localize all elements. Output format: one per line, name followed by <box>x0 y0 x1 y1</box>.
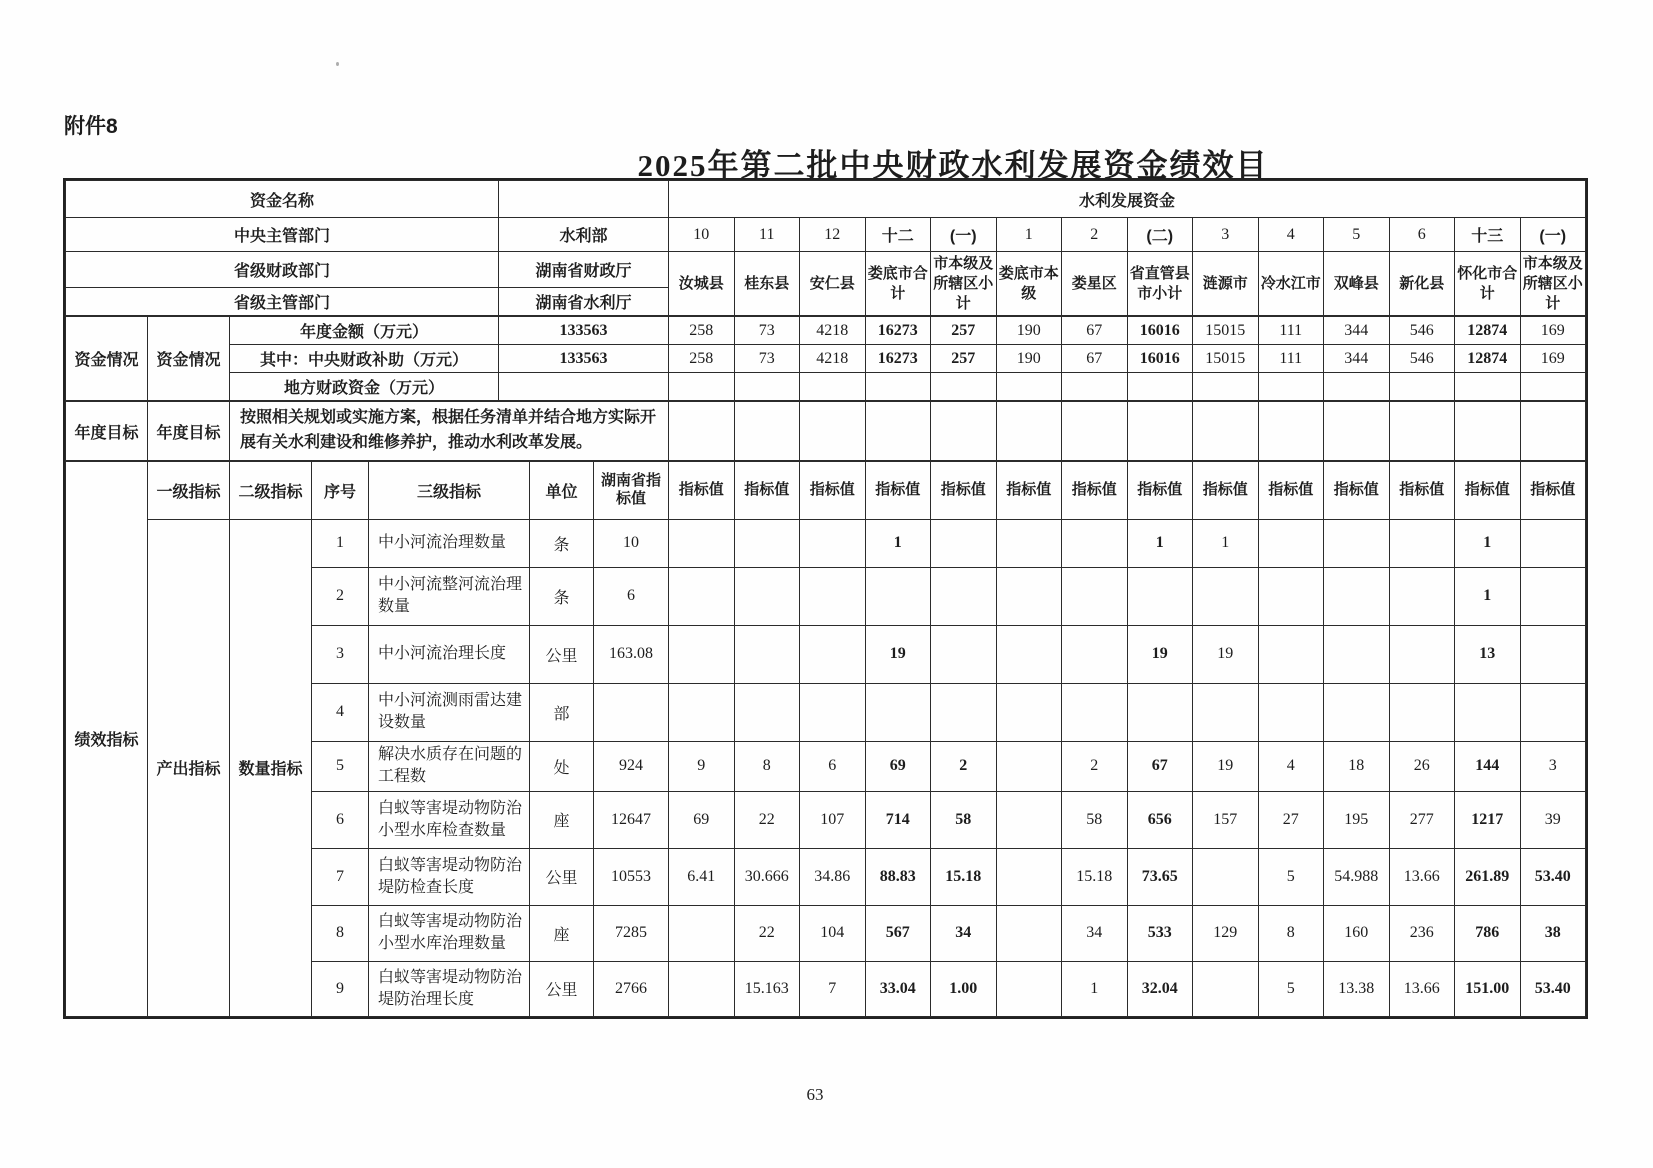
indicator-value-cell <box>1520 683 1586 741</box>
indicator-value-cell <box>734 519 800 567</box>
indicator-value-cell <box>996 519 1062 567</box>
funding-value-cell: 344 <box>1324 345 1390 373</box>
value-header-cell: 指标值 <box>931 461 997 519</box>
region-name-cell: 汝城县 <box>669 252 735 316</box>
indicator-value-cell: 1 <box>1127 519 1193 567</box>
indicator-value-cell: 13.38 <box>1324 961 1390 1016</box>
region-code-cell: 6 <box>1389 218 1455 252</box>
indicator-unit: 条 <box>530 519 594 567</box>
funding-value-cell: 16273 <box>865 345 931 373</box>
indicator-seq: 3 <box>312 625 369 683</box>
indicator-value-cell: 129 <box>1193 905 1259 961</box>
goal-text: 按照相关规划或实施方案，根据任务清单并结合地方实际开展有关水利建设和维修养护，推动水利改革发展。 <box>230 402 669 461</box>
indicator-value-cell: 656 <box>1127 791 1193 848</box>
indicator-unit: 公里 <box>530 848 594 905</box>
funding-value-cell <box>1062 373 1128 401</box>
funding-value-cell: 4218 <box>800 317 866 345</box>
header-section-table <box>65 180 1586 316</box>
funding-value-cell <box>1193 373 1259 401</box>
indicator-value-cell <box>1258 625 1324 683</box>
region-name-cell: 安仁县 <box>800 252 866 316</box>
funding-value-cell <box>1520 373 1586 401</box>
indicator-value-cell: 6.41 <box>669 848 735 905</box>
indicator-value-cell <box>1062 519 1128 567</box>
indicator-value-cell: 567 <box>865 905 931 961</box>
indicator-value-cell <box>1389 683 1455 741</box>
value-header-cell: 指标值 <box>1127 461 1193 519</box>
page-title: 2025年第二批中央财政水利发展资金绩效目 <box>637 148 1269 183</box>
indicator-value-cell: 53.40 <box>1520 848 1586 905</box>
funding-value-cell: 15015 <box>1193 345 1259 373</box>
indicator-value-cell <box>734 625 800 683</box>
goal-empty-cell <box>1389 402 1455 461</box>
indicator-province-value: 2766 <box>594 961 669 1016</box>
funding-value-cell <box>1127 373 1193 401</box>
value-header-cell: 指标值 <box>1455 461 1521 519</box>
indicator-value-cell: 27 <box>1258 791 1324 848</box>
indicator-value-cell <box>1193 567 1259 625</box>
level2-header: 二级指标 <box>230 461 312 519</box>
funding-province-value: 133563 <box>499 345 669 373</box>
indicator-value-cell: 53.40 <box>1520 961 1586 1016</box>
indicator-value-cell: 5 <box>1258 848 1324 905</box>
indicator-value-cell: 58 <box>1062 791 1128 848</box>
funding-value-cell: 169 <box>1520 345 1586 373</box>
funding-row-label: 地方财政资金（万元） <box>230 373 499 401</box>
indicator-value-cell: 786 <box>1455 905 1521 961</box>
performance-table <box>63 178 1588 1019</box>
scan-speck <box>336 62 339 66</box>
funding-value-cell: 73 <box>734 317 800 345</box>
value-header-cell: 指标值 <box>1389 461 1455 519</box>
indicator-name: 白蚁等害堤动物防治小型水库检查数量 <box>369 791 530 848</box>
indicator-name: 中小河流测雨雷达建设数量 <box>369 683 530 741</box>
prov-finance-label: 省级财政部门 <box>66 252 499 288</box>
region-code-cell: 4 <box>1258 218 1324 252</box>
indicator-value-cell <box>1455 683 1521 741</box>
indicator-value-cell: 32.04 <box>1127 961 1193 1016</box>
indicator-value-cell <box>931 567 997 625</box>
funding-value-cell: 546 <box>1389 345 1455 373</box>
indicator-value-cell <box>996 567 1062 625</box>
indicator-value-cell: 104 <box>800 905 866 961</box>
indicator-value-cell <box>1389 519 1455 567</box>
indicator-value-cell: 8 <box>734 741 800 791</box>
indicator-value-cell <box>1520 519 1586 567</box>
region-name-cell: 新化县 <box>1389 252 1455 316</box>
funding-value-cell: 258 <box>669 317 735 345</box>
indicators-section-table <box>65 461 1586 1017</box>
prov-dept-value: 湖南省水利厅 <box>499 288 669 316</box>
indicator-value-cell: 13.66 <box>1389 848 1455 905</box>
indicator-value-cell: 4 <box>1258 741 1324 791</box>
indicator-value-cell <box>1258 567 1324 625</box>
indicator-value-cell: 9 <box>669 741 735 791</box>
indicator-name: 解决水质存在问题的工程数 <box>369 741 530 791</box>
indicator-value-cell <box>800 519 866 567</box>
funding-value-cell: 12874 <box>1455 345 1521 373</box>
goal-empty-cell <box>734 402 800 461</box>
indicator-province-value: 163.08 <box>594 625 669 683</box>
region-code-cell: (一) <box>931 218 997 252</box>
indicator-value-cell: 5 <box>1258 961 1324 1016</box>
funding-value-cell: 111 <box>1258 345 1324 373</box>
funding-value-cell <box>865 373 931 401</box>
value-header-cell: 指标值 <box>1324 461 1390 519</box>
funding-value-cell: 257 <box>931 317 997 345</box>
level3-header: 三级指标 <box>369 461 530 519</box>
indicator-value-cell: 30.666 <box>734 848 800 905</box>
indicator-value-cell <box>800 567 866 625</box>
funding-province-value <box>499 373 669 401</box>
region-name-cell: 双峰县 <box>1324 252 1390 316</box>
indicator-value-cell: 54.988 <box>1324 848 1390 905</box>
indicator-province-value: 924 <box>594 741 669 791</box>
goal-empty-cell <box>1455 402 1521 461</box>
indicator-value-cell <box>1062 567 1128 625</box>
funding-value-cell: 344 <box>1324 317 1390 345</box>
indicator-value-cell <box>669 683 735 741</box>
indicator-value-cell <box>1520 567 1586 625</box>
indicator-value-cell: 1 <box>1455 567 1521 625</box>
indicator-value-cell <box>734 567 800 625</box>
indicator-value-cell <box>996 741 1062 791</box>
indicator-value-cell: 15.18 <box>931 848 997 905</box>
indicator-value-cell: 1 <box>1193 519 1259 567</box>
indicator-seq: 2 <box>312 567 369 625</box>
region-code-cell: 十二 <box>865 218 931 252</box>
funding-value-cell: 16016 <box>1127 317 1193 345</box>
indicator-value-cell <box>1127 567 1193 625</box>
indicator-value-cell: 144 <box>1455 741 1521 791</box>
attachment-label: 附件8 <box>64 115 118 138</box>
indicator-value-cell <box>996 848 1062 905</box>
indicator-unit: 条 <box>530 567 594 625</box>
funding-value-cell <box>1389 373 1455 401</box>
goal-section-label-inner: 年度目标 <box>148 402 230 461</box>
fund-group-label: 水利发展资金 <box>669 181 1586 218</box>
indicator-value-cell: 58 <box>931 791 997 848</box>
indicator-value-cell <box>1324 519 1390 567</box>
indicator-value-cell: 195 <box>1324 791 1390 848</box>
indicator-value-cell <box>669 905 735 961</box>
indicator-value-cell <box>865 567 931 625</box>
goal-empty-cell <box>1127 402 1193 461</box>
indicator-value-cell: 19 <box>1127 625 1193 683</box>
indicator-value-cell <box>1193 848 1259 905</box>
indicator-value-cell <box>996 683 1062 741</box>
indicator-value-cell <box>1193 961 1259 1016</box>
indicator-value-cell <box>1389 625 1455 683</box>
goal-empty-cell <box>1062 402 1128 461</box>
level1-value: 产出指标 <box>148 519 230 1016</box>
prov-finance-value: 湖南省财政厅 <box>499 252 669 288</box>
central-dept-label: 中央主管部门 <box>66 218 499 252</box>
indicator-province-value: 10553 <box>594 848 669 905</box>
value-header-cell: 指标值 <box>734 461 800 519</box>
level2-value: 数量指标 <box>230 519 312 1016</box>
goal-section-table <box>65 401 1586 461</box>
indicator-province-value <box>594 683 669 741</box>
indicator-unit: 处 <box>530 741 594 791</box>
value-header-cell: 指标值 <box>669 461 735 519</box>
indicator-value-cell <box>931 683 997 741</box>
indicator-value-cell: 13 <box>1455 625 1521 683</box>
indicator-value-cell: 1217 <box>1455 791 1521 848</box>
indicator-value-cell <box>800 683 866 741</box>
funding-section-label-inner: 资金情况 <box>148 317 230 401</box>
indicator-value-cell: 33.04 <box>865 961 931 1016</box>
indicator-value-cell <box>865 683 931 741</box>
indicator-value-cell: 38 <box>1520 905 1586 961</box>
funding-value-cell: 73 <box>734 345 800 373</box>
goal-empty-cell <box>1258 402 1324 461</box>
region-name-cell: 桂东县 <box>734 252 800 316</box>
funding-value-cell <box>1455 373 1521 401</box>
goal-empty-cell <box>800 402 866 461</box>
indicator-name: 中小河流治理长度 <box>369 625 530 683</box>
indicator-value-cell: 67 <box>1127 741 1193 791</box>
indicator-value-cell: 88.83 <box>865 848 931 905</box>
indicator-value-cell: 69 <box>865 741 931 791</box>
funding-value-cell: 4218 <box>800 345 866 373</box>
indicator-unit: 座 <box>530 905 594 961</box>
region-code-cell: (二) <box>1127 218 1193 252</box>
fund-name-value <box>499 181 669 218</box>
indicator-name: 白蚁等害堤动物防治堤防检查长度 <box>369 848 530 905</box>
indicator-value-cell: 34 <box>931 905 997 961</box>
indicator-value-cell: 34 <box>1062 905 1128 961</box>
region-code-cell: 11 <box>734 218 800 252</box>
goal-empty-cell <box>1193 402 1259 461</box>
central-dept-value: 水利部 <box>499 218 669 252</box>
indicator-unit: 部 <box>530 683 594 741</box>
indicator-value-cell <box>800 625 866 683</box>
funding-value-cell: 15015 <box>1193 317 1259 345</box>
indicator-value-cell: 15.163 <box>734 961 800 1016</box>
indicator-seq: 1 <box>312 519 369 567</box>
indicator-value-cell <box>669 625 735 683</box>
indicator-value-cell <box>734 683 800 741</box>
indicator-value-cell: 107 <box>800 791 866 848</box>
goal-empty-cell <box>1520 402 1586 461</box>
indicator-seq: 8 <box>312 905 369 961</box>
level1-header: 一级指标 <box>148 461 230 519</box>
indicator-value-cell <box>1258 519 1324 567</box>
funding-section-table <box>65 316 1586 401</box>
funding-value-cell: 258 <box>669 345 735 373</box>
indicator-value-cell: 1 <box>1062 961 1128 1016</box>
funding-value-cell <box>1324 373 1390 401</box>
region-code-cell: 3 <box>1193 218 1259 252</box>
indicator-province-value: 10 <box>594 519 669 567</box>
indicator-value-cell: 13.66 <box>1389 961 1455 1016</box>
funding-value-cell <box>1258 373 1324 401</box>
indicator-value-cell <box>669 961 735 1016</box>
funding-value-cell: 169 <box>1520 317 1586 345</box>
indicator-value-cell <box>1389 567 1455 625</box>
indicator-value-cell: 15.18 <box>1062 848 1128 905</box>
funding-province-value: 133563 <box>499 317 669 345</box>
region-name-cell: 涟源市 <box>1193 252 1259 316</box>
funding-value-cell: 190 <box>996 317 1062 345</box>
indicator-value-cell: 39 <box>1520 791 1586 848</box>
indicator-value-cell: 157 <box>1193 791 1259 848</box>
funding-row-label: 年度金额（万元） <box>230 317 499 345</box>
indicator-value-cell: 151.00 <box>1455 961 1521 1016</box>
indicator-value-cell <box>1324 683 1390 741</box>
indicator-value-cell: 6 <box>800 741 866 791</box>
indicator-value-cell: 160 <box>1324 905 1390 961</box>
indicator-value-cell: 19 <box>1193 625 1259 683</box>
indicator-value-cell <box>996 791 1062 848</box>
region-code-cell: (一) <box>1520 218 1586 252</box>
indicator-value-cell: 1 <box>865 519 931 567</box>
funding-value-cell <box>800 373 866 401</box>
funding-value-cell: 12874 <box>1455 317 1521 345</box>
region-name-cell: 省直管县市小计 <box>1127 252 1193 316</box>
indicator-value-cell: 26 <box>1389 741 1455 791</box>
unit-header: 单位 <box>530 461 594 519</box>
indicator-value-cell <box>1324 567 1390 625</box>
indicator-value-cell: 2 <box>1062 741 1128 791</box>
value-header-cell: 指标值 <box>1062 461 1128 519</box>
indicator-province-value: 12647 <box>594 791 669 848</box>
region-name-cell: 娄星区 <box>1062 252 1128 316</box>
indicator-value-cell: 73.65 <box>1127 848 1193 905</box>
goal-empty-cell <box>1324 402 1390 461</box>
indicator-value-cell <box>996 961 1062 1016</box>
funding-value-cell: 257 <box>931 345 997 373</box>
indicator-value-cell: 8 <box>1258 905 1324 961</box>
indicator-value-cell: 18 <box>1324 741 1390 791</box>
indicator-name: 中小河流治理数量 <box>369 519 530 567</box>
region-name-cell: 市本级及所辖区小计 <box>931 252 997 316</box>
seq-header: 序号 <box>312 461 369 519</box>
indicator-value-cell: 533 <box>1127 905 1193 961</box>
indicator-unit: 公里 <box>530 961 594 1016</box>
region-name-cell: 娄底市本级 <box>996 252 1062 316</box>
funding-value-cell: 16016 <box>1127 345 1193 373</box>
prov-dept-label: 省级主管部门 <box>66 288 499 316</box>
funding-value-cell <box>669 373 735 401</box>
indicator-seq: 5 <box>312 741 369 791</box>
indicator-value-cell: 261.89 <box>1455 848 1521 905</box>
indicator-value-cell <box>1258 683 1324 741</box>
indicator-value-cell <box>1520 625 1586 683</box>
indicator-value-cell: 19 <box>1193 741 1259 791</box>
region-name-cell: 娄底市合计 <box>865 252 931 316</box>
funding-value-cell: 190 <box>996 345 1062 373</box>
funding-value-cell <box>996 373 1062 401</box>
value-header-cell: 指标值 <box>1520 461 1586 519</box>
indicator-value-cell: 69 <box>669 791 735 848</box>
funding-value-cell <box>734 373 800 401</box>
indicator-province-value: 7285 <box>594 905 669 961</box>
indicator-name: 中小河流整河流治理数量 <box>369 567 530 625</box>
region-code-cell: 12 <box>800 218 866 252</box>
goal-empty-cell <box>996 402 1062 461</box>
region-name-cell: 冷水江市 <box>1258 252 1324 316</box>
province-header: 湖南省指标值 <box>594 461 669 519</box>
value-header-cell: 指标值 <box>1193 461 1259 519</box>
value-header-cell: 指标值 <box>865 461 931 519</box>
region-code-cell: 十三 <box>1455 218 1521 252</box>
indicator-value-cell: 22 <box>734 791 800 848</box>
indicator-seq: 9 <box>312 961 369 1016</box>
indicator-value-cell: 7 <box>800 961 866 1016</box>
indicator-seq: 7 <box>312 848 369 905</box>
indicator-seq: 6 <box>312 791 369 848</box>
funding-value-cell: 16273 <box>865 317 931 345</box>
indicator-value-cell: 714 <box>865 791 931 848</box>
indicator-unit: 公里 <box>530 625 594 683</box>
value-header-cell: 指标值 <box>996 461 1062 519</box>
indicator-value-cell <box>1062 625 1128 683</box>
region-name-cell: 怀化市合计 <box>1455 252 1521 316</box>
goal-section-label: 年度目标 <box>66 402 148 461</box>
indicator-value-cell <box>1193 683 1259 741</box>
indicator-value-cell <box>931 625 997 683</box>
indicator-value-cell <box>1062 683 1128 741</box>
indicator-value-cell <box>669 519 735 567</box>
region-code-cell: 2 <box>1062 218 1128 252</box>
goal-empty-cell <box>931 402 997 461</box>
indicator-name: 白蚁等害堤动物防治堤防治理长度 <box>369 961 530 1016</box>
indicator-value-cell <box>669 567 735 625</box>
value-header-cell: 指标值 <box>1258 461 1324 519</box>
funding-value-cell: 67 <box>1062 345 1128 373</box>
indicator-value-cell: 22 <box>734 905 800 961</box>
indicator-value-cell <box>996 905 1062 961</box>
indicator-value-cell: 2 <box>931 741 997 791</box>
funding-value-cell: 546 <box>1389 317 1455 345</box>
indicator-value-cell <box>931 519 997 567</box>
value-header-cell: 指标值 <box>800 461 866 519</box>
indicator-unit: 座 <box>530 791 594 848</box>
funding-row-label: 其中：中央财政补助（万元） <box>230 345 499 373</box>
region-code-cell: 5 <box>1324 218 1390 252</box>
indicator-value-cell: 34.86 <box>800 848 866 905</box>
indicator-name: 白蚁等害堤动物防治小型水库治理数量 <box>369 905 530 961</box>
indicator-value-cell: 19 <box>865 625 931 683</box>
fund-name-label: 资金名称 <box>66 181 499 218</box>
indicator-value-cell: 236 <box>1389 905 1455 961</box>
indicators-section-label: 绩效指标 <box>66 461 148 1016</box>
indicator-value-cell <box>996 625 1062 683</box>
region-code-cell: 1 <box>996 218 1062 252</box>
indicator-seq: 4 <box>312 683 369 741</box>
indicator-value-cell <box>1324 625 1390 683</box>
goal-empty-cell <box>669 402 735 461</box>
indicator-value-cell: 3 <box>1520 741 1586 791</box>
indicator-value-cell <box>1127 683 1193 741</box>
indicator-value-cell: 1.00 <box>931 961 997 1016</box>
region-code-cell: 10 <box>669 218 735 252</box>
region-name-cell: 市本级及所辖区小计 <box>1520 252 1586 316</box>
indicator-province-value: 6 <box>594 567 669 625</box>
page-number: 63 <box>806 1085 824 1104</box>
funding-value-cell: 111 <box>1258 317 1324 345</box>
indicator-value-cell: 1 <box>1455 519 1521 567</box>
funding-value-cell: 67 <box>1062 317 1128 345</box>
funding-section-label: 资金情况 <box>66 317 148 401</box>
goal-empty-cell <box>865 402 931 461</box>
indicator-value-cell: 277 <box>1389 791 1455 848</box>
funding-value-cell <box>931 373 997 401</box>
